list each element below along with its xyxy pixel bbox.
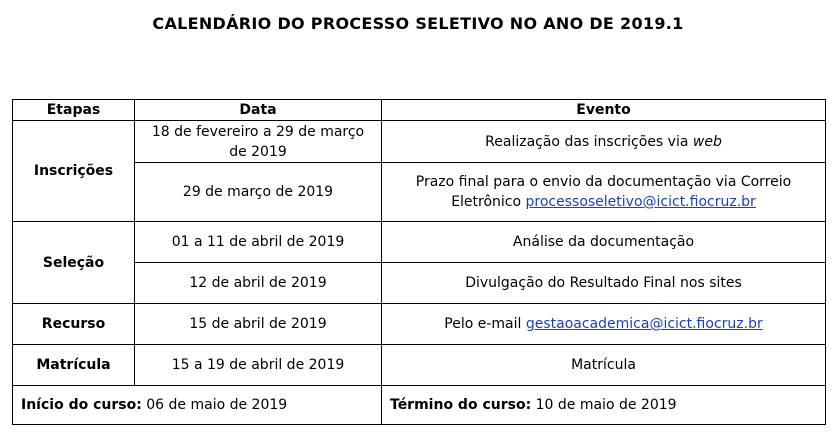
course-start-cell: [13, 386, 382, 425]
course-start-label: Início do curso:: [21, 397, 142, 413]
date-cell: 15 a 19 de abril de 2019: [135, 345, 382, 386]
email-link-gestaoacademica[interactable]: gestaoacademica@icict.fiocruz.br: [525, 316, 763, 332]
table-row: [13, 121, 826, 163]
table-row: [13, 263, 826, 304]
stage-selecao: Seleção: [13, 222, 135, 304]
footer-row: [13, 386, 826, 425]
page-title: CALENDÁRIO DO PROCESSO SELETIVO NO ANO DE 2019.1: [152, 14, 684, 33]
date-cell: 01 a 11 de abril de 2019: [135, 222, 382, 263]
course-end-label: Término do curso:: [390, 397, 532, 413]
date-cell: 12 de abril de 2019: [135, 263, 382, 304]
event-italic-text: web: [692, 133, 722, 150]
table-row: [13, 163, 826, 222]
table-row: [13, 222, 826, 263]
table-row: [13, 345, 826, 386]
event-text: Realização das inscrições via: [485, 133, 693, 150]
email-link-processoseletivo[interactable]: processoseletivo@icict.fiocruz.br: [525, 194, 756, 210]
event-cell: Divulgação do Resultado Final nos sites: [382, 263, 826, 304]
course-end-value: 10 de maio de 2019: [535, 397, 677, 413]
date-cell: 15 de abril de 2019: [135, 304, 382, 345]
date-cell: 29 de março de 2019: [135, 163, 382, 222]
column-header-evento: Evento: [382, 100, 826, 121]
course-start-value: 06 de maio de 2019: [146, 397, 288, 413]
table-header-row: [13, 100, 826, 121]
event-cell: [382, 163, 826, 222]
event-cell: Análise da documentação: [382, 222, 826, 263]
event-text: Pelo e-mail: [444, 316, 526, 332]
stage-inscricoes: Inscrições: [13, 121, 135, 222]
stage-recurso: Recurso: [13, 304, 135, 345]
event-cell: [382, 304, 826, 345]
calendar-table: [12, 99, 826, 425]
event-text: Prazo final para o envio da documentação via Correio Eletrônico: [415, 174, 792, 210]
table-row: [13, 304, 826, 345]
date-cell: 18 de fevereiro a 29 de março de 2019: [135, 121, 382, 163]
event-cell: [382, 121, 826, 163]
course-end-cell: [382, 386, 826, 425]
event-cell: Matrícula: [382, 345, 826, 386]
column-header-data: Data: [135, 100, 382, 121]
stage-matricula: Matrícula: [13, 345, 135, 386]
column-header-etapas: Etapas: [13, 100, 135, 121]
